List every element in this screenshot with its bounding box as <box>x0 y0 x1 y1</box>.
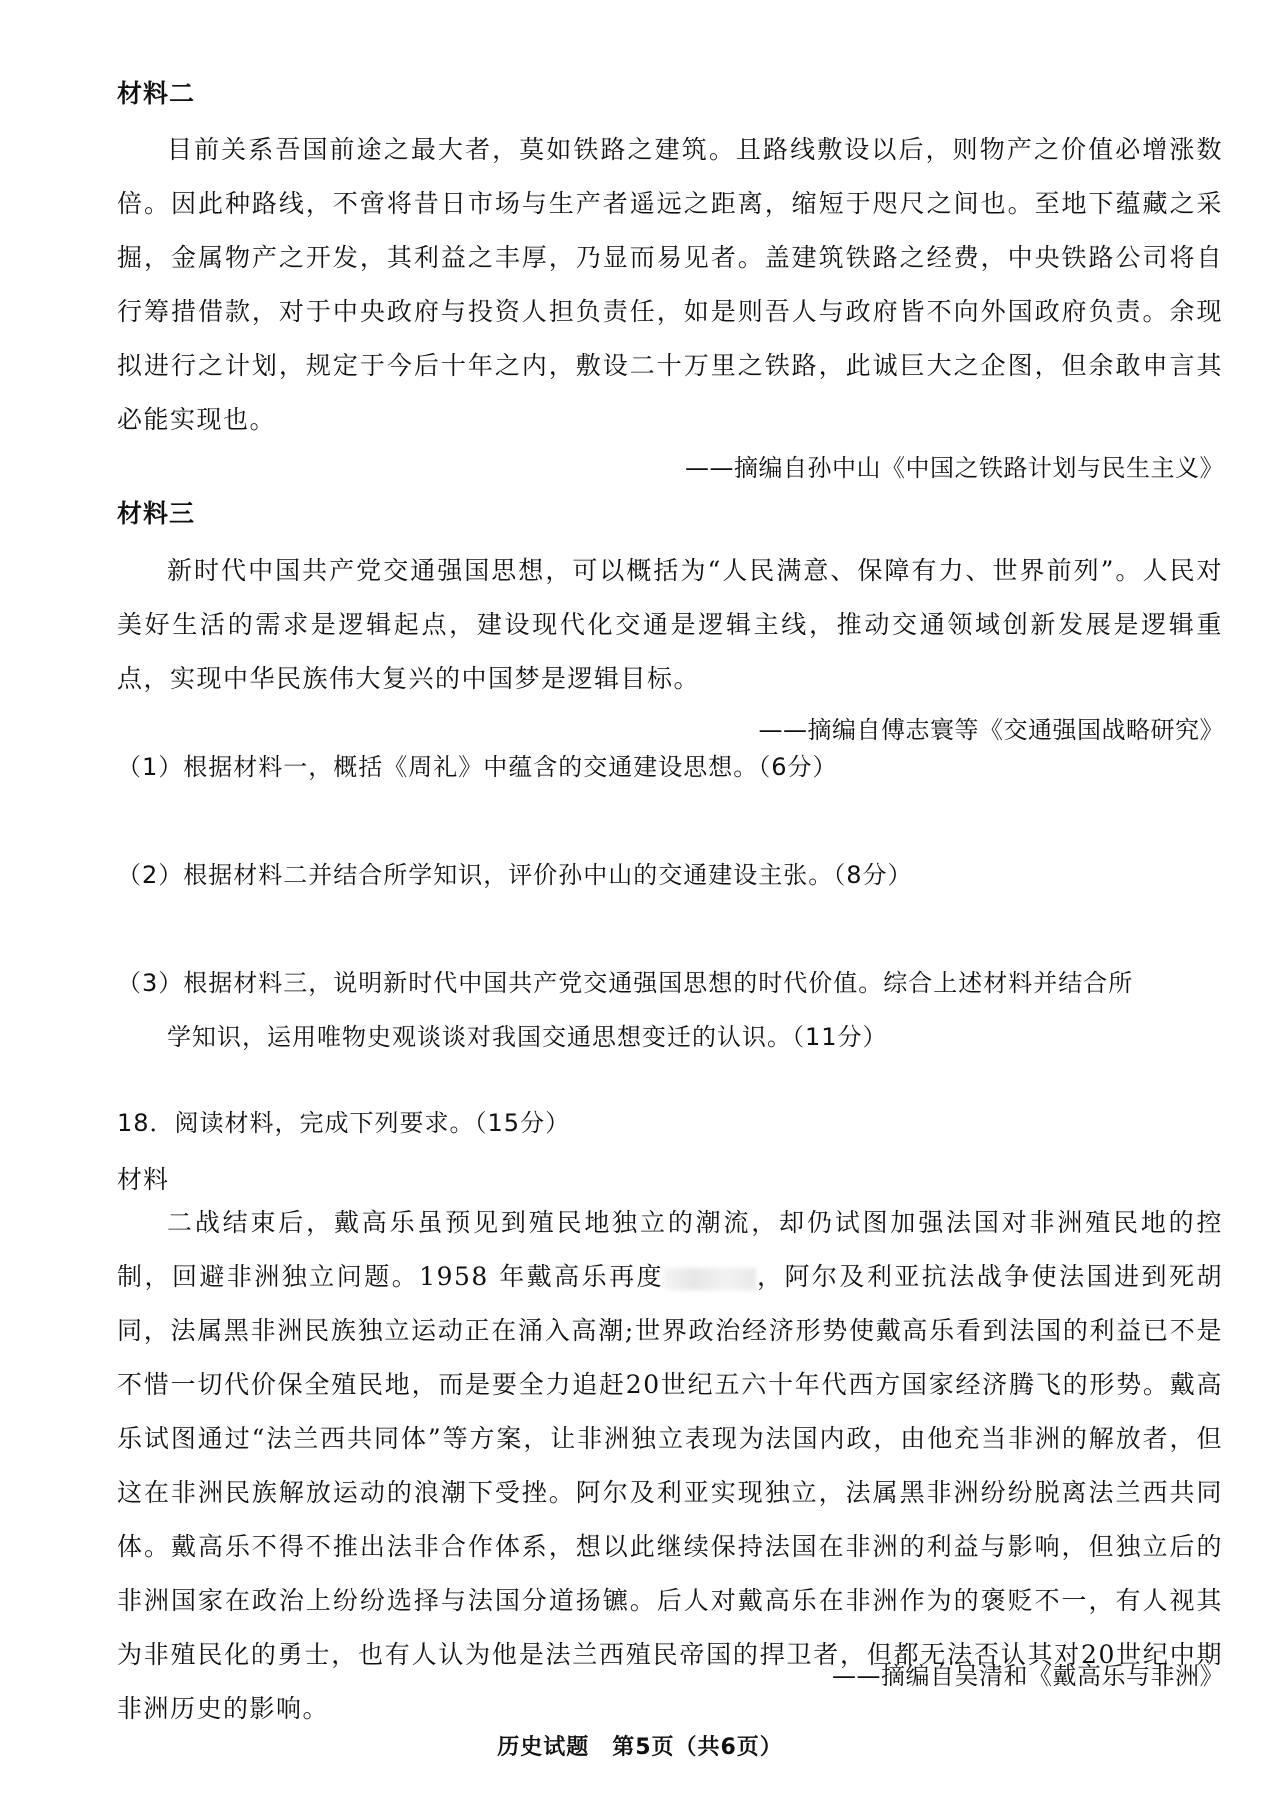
material2-source: ——摘编自孙中山《中国之铁路计划与民生主义》 <box>685 454 1224 482</box>
material2-text: 目前关系吾国前途之最大者，莫如铁路之建筑。且路线敷设以后，则物产之价值必增涨数倍。因此种路线，不啻将昔日市场与生产者遥远之距离，缩短于咫尺之间也。至地下蕴藏之采掘，金属物产之开发，其利益之丰厚，乃显而易见者。盖建筑铁路之经费，中央铁路公司将自行筹措借款，对于中央政府与投资人担负责任，如是则吾人与政府皆不向外国政府负责。余现拟进行之计划，规定于今后十年之内，敷设二十万里之铁路，此诚巨大之企图，但余敢申言其必能实现也。 <box>117 135 1223 434</box>
q18-text-part2: ，阿尔及利亚抗法战争使法国进到死胡同，法属黑非洲民族独立运动正在涌入高潮;世界政治经济形势使戴高乐看到法国的利益已不是不惜一切代价保全殖民地，而是要全力追赶20世纪五六十年代西方国家经济腾飞的形势。戴高乐试图通过“法兰西共同体”等方案，让非洲独立表现为法国内政，由他充当非洲的解放者，但这在非洲民族解放运动的浪潮下受挫。阿尔及利亚实现独立，法属黑非洲纷纷脱离法兰西共同体。戴高乐不得不推出法非合作体系，想以此继续保持法国在非洲的利益与影响，但独立后的非洲国家在政治上纷纷选择与法国分道扬镳。后人对戴高乐在非洲作为的褒贬不一，有人视其为非殖民化的勇士，也有人认为他是法兰西殖民帝国的捍卫者，但都无法否认其对20世纪中期非洲历史的影响。 <box>117 1262 1223 1723</box>
q18-title-text: 18．阅读材料，完成下列要求。（15分） <box>117 1109 571 1137</box>
q18-title <box>117 1096 1223 1150</box>
question-3-line1: （3）根据材料三，说明新时代中国共产党交通强国思想的时代价值。综合上述材料并结合所 <box>117 969 1134 997</box>
question-2-text: （2）根据材料二并结合所学知识，评价孙中山的交通建设主张。（8分） <box>117 861 913 889</box>
material3-text: 新时代中国共产党交通强国思想，可以概括为“人民满意、保障有力、世界前列”。人民对美好生活的需求是逻辑起点，建设现代化交通是逻辑主线，推动交通领域创新发展是逻辑重点，实现中华民族伟大复兴的中国梦是逻辑目标。 <box>117 556 1223 693</box>
material3-heading: 材料三 <box>117 499 196 528</box>
question-1-text: （1）根据材料一，概括《周礼》中蕴含的交通建设思想。（6分） <box>117 753 838 781</box>
question-3 <box>117 956 1223 1064</box>
question-3-line2: 学知识，运用唯物史观谈谈对我国交通思想变迁的认识。（11分） <box>167 1023 888 1051</box>
q18-text-part1: 二战结束后，戴高乐虽预见到殖民地独立的潮流，却仍试图加强法国对非洲殖民地的控制，回避非洲独立问题。1958 年戴高乐再度 <box>117 1208 1223 1291</box>
question-2 <box>117 848 1223 902</box>
material3-source: ——摘编自傅志寰等《交通强国战略研究》 <box>758 716 1224 744</box>
q18-source: ——摘编自吴清和《戴高乐与非洲》 <box>832 1662 1224 1690</box>
question-1 <box>117 740 1223 794</box>
blurred-text-region <box>664 1268 756 1290</box>
q18-material-text <box>117 1196 1223 1736</box>
page-footer: 历史试题 第5页（共6页） <box>497 1735 783 1760</box>
q18-material-heading: 材料 <box>117 1165 170 1194</box>
material2-heading: 材料二 <box>117 79 196 108</box>
